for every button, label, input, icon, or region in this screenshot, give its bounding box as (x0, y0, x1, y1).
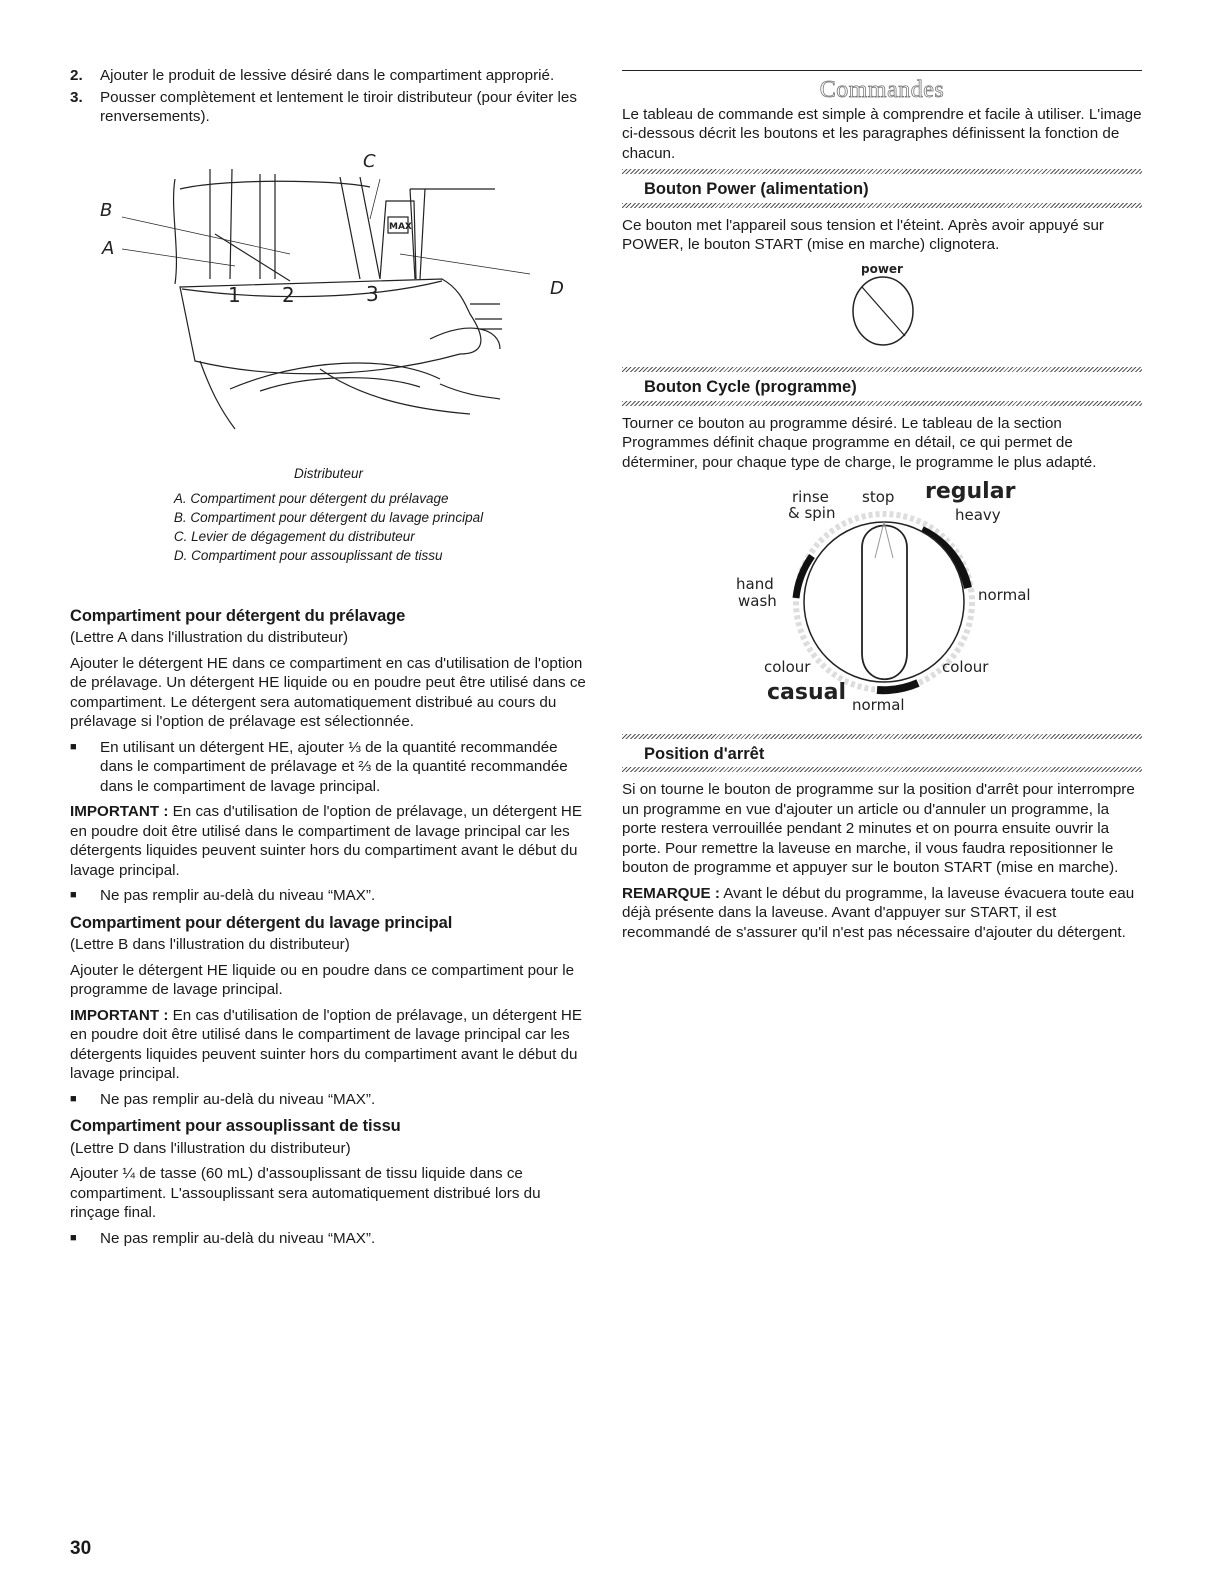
label-c: C (363, 150, 376, 172)
step-number: 3. (70, 88, 83, 106)
stop-heading: Position d'arrêt (644, 744, 765, 763)
power-heading: Bouton Power (alimentation) (644, 180, 869, 198)
mark-2: 2 (282, 282, 295, 307)
mark-1: 1 (228, 282, 241, 307)
mainwash-heading: Compartiment pour détergent du lavage principal (70, 913, 453, 932)
softener-para: Ajouter ¼ de tasse (60 mL) d'assouplissant de tissu liquide dans ce compartiment. L'assouplissant sera automatiquement distribué lors du rinçage final. (70, 1165, 541, 1221)
step-item (70, 88, 587, 127)
label-d: D (550, 277, 564, 299)
caption-item: C. Levier de dégagement du distributeur (173, 529, 415, 544)
right-column (622, 70, 1142, 948)
bullet-item: ■ Ne pas remplir au-delà du niveau “MAX”. (70, 887, 376, 904)
hatch-divider (622, 767, 1142, 772)
dial-label-spin: & spin (788, 504, 836, 522)
cycle-dial-illustration (622, 478, 1142, 718)
softener-heading: Compartiment pour assouplissant de tissu (70, 1117, 401, 1135)
steps-list (70, 66, 587, 127)
label-b: B (100, 199, 113, 221)
dial-label-casual: casual (767, 680, 847, 705)
dispenser-figure (70, 129, 587, 599)
bullet-item: ■ Ne pas remplir au-delà du niveau “MAX”. (70, 1090, 376, 1108)
dial-label-normal: normal (978, 586, 1031, 604)
caption-item: B. Compartiment pour détergent du lavage principal (173, 510, 484, 525)
dial-label-normal-bottom: normal (852, 696, 905, 714)
label-a: A (102, 237, 115, 259)
dial-arc-casual (877, 683, 918, 690)
left-column (70, 66, 587, 1254)
important-text: En cas d'utilisation de l'option de prélavage, un détergent HE en poudre doit être utilisé dans le compartiment de lavage principal car les détergents liquides peuvent suinter hors du compartiment avant le début du lavage principal. (70, 1006, 583, 1082)
important-label: IMPORTANT : (70, 803, 169, 820)
mainwash-sub: (Lettre B dans l'illustration du distributeur) (70, 936, 350, 953)
stop-note (622, 884, 1142, 943)
dispenser-illustration (70, 129, 587, 459)
softener-sub: (Lettre D dans l'illustration du distributeur) (70, 1139, 351, 1157)
page-number: 30 (70, 1538, 92, 1559)
prewash-para: Ajouter le détergent HE dans ce compartiment en cas d'utilisation de l'option de prélavage. Un détergent HE liquide ou en poudre peut être utilisé dans ce compartiment. Le détergent sera automatiquement distribué au cours du prélavage si l'option de prélavage est sélectionnée. (70, 654, 586, 730)
cycle-heading: Bouton Cycle (programme) (644, 378, 857, 396)
section-title: Commandes (819, 77, 945, 103)
hatch-divider (622, 401, 1142, 406)
prewash-sub: (Lettre A dans l'illustration du distributeur) (70, 629, 349, 646)
mark-3: 3 (366, 281, 379, 306)
controls-intro: Le tableau de commande est simple à comprendre et facile à utiliser. L'image ci-dessous décrit les boutons et les paragraphes définissent la fonction de chacun. (622, 105, 1142, 162)
mainwash-para: Ajouter le détergent HE liquide ou en poudre dans ce compartiment pour le programme de lavage principal. (70, 961, 575, 998)
dial-label-stop: stop (862, 488, 895, 506)
important-label: IMPORTANT : (70, 1006, 169, 1024)
bullet-text: Ne pas remplir au-delà du niveau “MAX”. (100, 1229, 376, 1247)
top-rule (622, 70, 1142, 71)
figure-caption (70, 464, 587, 565)
power-label: power (861, 261, 903, 276)
important-text: En cas d'utilisation de l'option de prélavage, un détergent HE en poudre doit être utilisé dans le compartiment de lavage principal car les détergents liquides peuvent suinter hors du compartiment avant le début du lavage principal. (70, 803, 583, 879)
step-text: Pousser complètement et lentement le tiroir distributeur (pour éviter les renversements). (100, 88, 577, 125)
bullet-text: Ne pas remplir au-delà du niveau “MAX”. (100, 1090, 376, 1108)
prewash-heading: Compartiment pour détergent du prélavage (70, 606, 406, 625)
note-label: REMARQUE : (622, 884, 720, 902)
dial-label-wash: wash (738, 592, 777, 610)
dial-label-hand: hand (736, 575, 774, 593)
bullet-text: En utilisant un détergent HE, ajouter ⅓ de la quantité recommandée dans le compartiment de prélavage et ⅔ de la quantité recommandée dans le compartiment de lavage principal. (100, 738, 568, 795)
step-item (70, 66, 587, 86)
bullet-item: ■ En utilisant un détergent HE, ajouter ⅓ de la quantité recommandée dans le compartiment de prélavage et ⅔ de la quantité recommandée dans le compartiment de lavage principal. (70, 738, 587, 797)
figure-title: Distributeur (293, 466, 364, 481)
dial-label-rinse: rinse (792, 488, 829, 506)
power-button-illustration (622, 261, 1142, 356)
dial-label-colour-left: colour (764, 658, 811, 676)
power-text: Ce bouton met l'appareil sous tension et l'éteint. Après avoir appuyé sur POWER, le bouton START (mise en marche) clignotera. (622, 216, 1104, 253)
caption-item: D. Compartiment pour assouplissant de tissu (173, 548, 443, 563)
note-text: Avant le début du programme, la laveuse évacuera toute eau déjà présente dans la laveuse. Avant d'appuyer sur START, il est recommandé de s'assurer qu'il n'est pas nécessaire d'ajouter du détergent. (622, 884, 1135, 941)
bullet-item: ■ Ne pas remplir au-delà du niveau “MAX”. (70, 1229, 376, 1247)
dial-label-regular: regular (925, 479, 1016, 504)
bullet-text: Ne pas remplir au-delà du niveau “MAX”. (100, 887, 376, 904)
caption-item: A. Compartiment pour détergent du prélavage (173, 491, 449, 506)
hatch-divider (622, 203, 1142, 208)
step-text: Ajouter le produit de lessive désiré dans le compartiment approprié. (100, 67, 555, 84)
step-number: 2. (70, 67, 83, 84)
dial-label-colour-right: colour (942, 658, 989, 676)
cycle-text: Tourner ce bouton au programme désiré. Le tableau de la section Programmes définit chaque programme en détail, ce qui permet de déterminer, pour chaque type de charge, le programme le plus adapté. (622, 414, 1097, 471)
dial-label-heavy: heavy (955, 506, 1001, 524)
mainwash-important (70, 1006, 587, 1084)
prewash-important (70, 802, 587, 880)
max-mark: MAX (389, 221, 412, 232)
stop-text: Si on tourne le bouton de programme sur la position d'arrêt pour interrompre un programme en vue d'ajouter un article ou d'annuler un programme, la porte restera verrouillée pendant 2 minutes et on pourra ensuite ouvrir la porte. Pour remettre la laveuse en marche, il vous faudra repositionner le bouton de programme et appuyer sur le bouton START (mise en marche). (622, 781, 1135, 876)
